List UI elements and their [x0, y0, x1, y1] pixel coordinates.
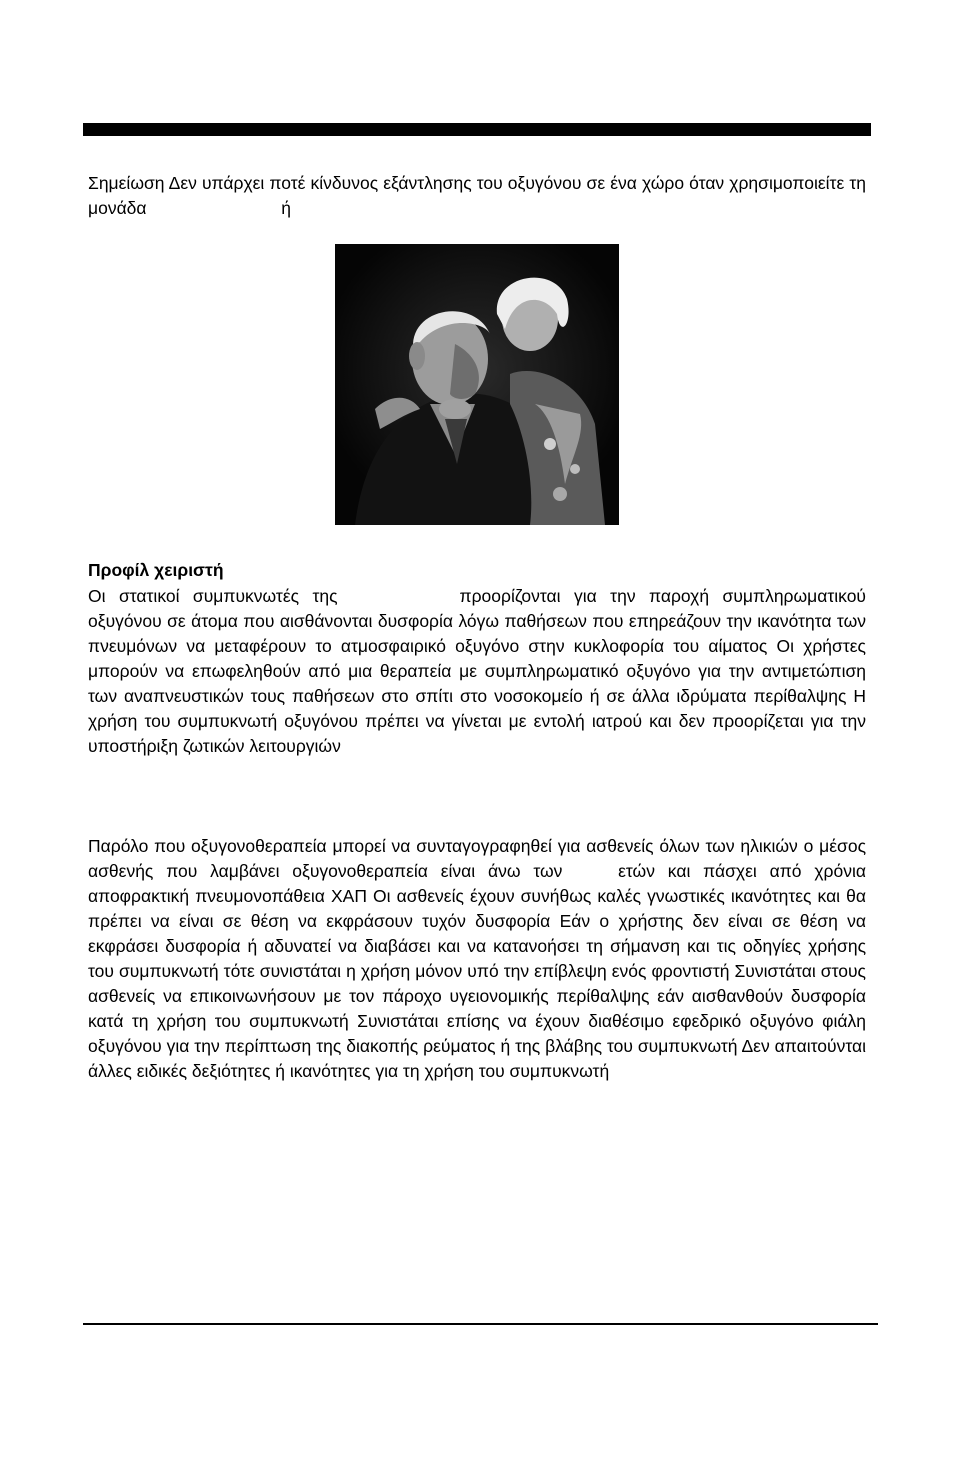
body-paragraph-2 — [88, 834, 866, 1084]
paragraph-2-start: Παρόλο που οξυγονοθεραπεία μπορεί να συνταγογραφηθεί για ασθενείς όλων των ηλικιών ο μέσος ασθενής που λαμβάνει οξυγονοθεραπεία είναι άνω των — [88, 836, 866, 881]
photo-illustration — [335, 244, 619, 525]
note-text-end: ή — [281, 198, 292, 218]
section-heading: Προφίλ χειριστή — [88, 560, 224, 580]
note-paragraph — [88, 171, 866, 221]
elderly-couple-photo — [335, 244, 619, 525]
body-paragraph-1 — [88, 584, 866, 759]
paragraph-1-rest: προορίζονται για την παροχή συμπληρωματικού οξυγόνου σε άτομα που αισθάνονται δυσφορία λόγω παθήσεων που επηρεάζουν την ικανότητα των πνευμόνων να μεταφέρουν το ατμοσφαιρικό οξυγόνο στην κυκλοφορία του αίματος Οι χρήστες μπορούν να επωφεληθούν από μια θεραπεία με συμπληρωματικό οξυγόνο για την αντιμετώπιση των αναπνευστικών τους παθήσεων στο σπίτι στο νοσοκομείο ή σε άλλα ιδρύματα περίθαλψης Η χρήση του συμπυκνωτή οξυγόνου πρέπει να γίνεται με εντολή ιατρού και δεν προορίζεται για την υποστήριξη ζωτικών λειτουργιών — [88, 586, 867, 756]
note-text: Σημείωση Δεν υπάρχει ποτέ κίνδυνος εξάντλησης του οξυγόνου σε ένα χώρο όταν χρησιμοποιείτε τη μονάδα — [88, 173, 866, 218]
footer-rule — [83, 1323, 878, 1325]
paragraph-1-start: Οι στατικοί συμπυκνωτές της — [88, 586, 338, 606]
header-rule — [83, 123, 871, 136]
paragraph-2-rest: ετών και πάσχει από χρόνια αποφρακτική πνευμονοπάθεια ΧΑΠ Οι ασθενείς έχουν συνήθως καλές γνωστικές ικανότητες και θα πρέπει να είναι σε θέση να εκφράσουν τυχόν δυσφορία Εάν ο χρήστης δεν είναι σε θέση να εκφράσει δυσφορία ή αδυνατεί να διαβάσει και να κατανοήσει τη σήμανση και τις οδηγίες χρήσης του συμπυκνωτή τότε συνιστάται η χρήση μόνον υπό την επίβλεψη ενός φροντιστή Συνιστάται στους ασθενείς να επικοινωνήσουν με τον πάροχο υγειονομικής περίθαλψης εάν αισθανθούν δυσφορία κατά τη χρήση του συμπυκνωτή Συνιστάται επίσης να έχουν διαθέσιμο εφεδρικό οξυγόνο φιάλη οξυγόνου για την περίπτωση της διακοπής ρεύματος ή της βλάβης του συμπυκνωτή Δεν απαιτούνται άλλες ειδικές δεξιότητες ή ικανότητες για τη χρήση του συμπυκνωτή — [88, 861, 866, 1081]
